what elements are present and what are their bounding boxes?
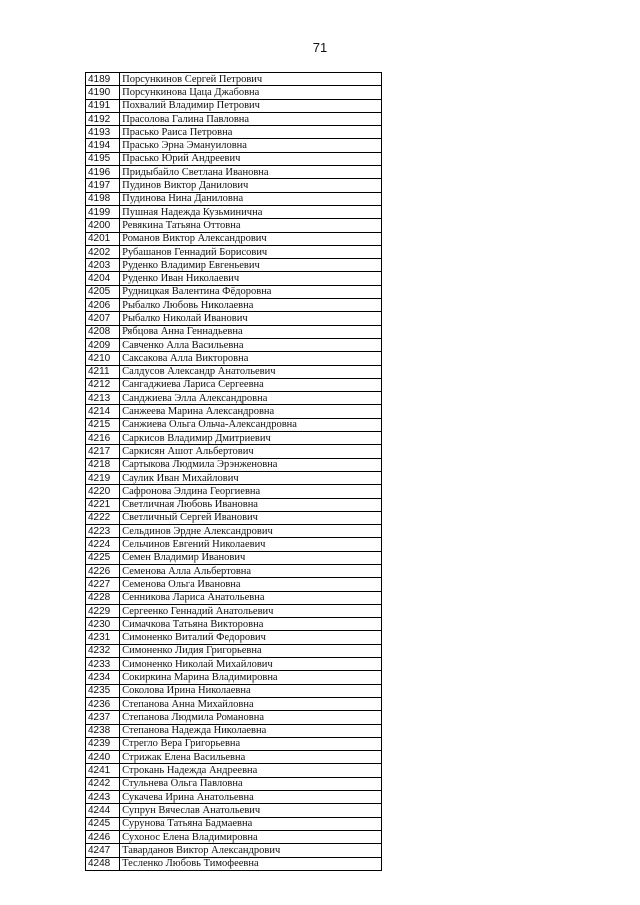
row-full-name: Сангаджиева Лариса Сергеевна [120,378,382,391]
table-row [86,112,382,125]
table-row [86,564,382,577]
row-number: 4241 [86,764,120,777]
table-row [86,392,382,405]
row-number: 4192 [86,112,120,125]
table-row [86,405,382,418]
table-row [86,857,382,870]
row-full-name: Рудницкая Валентина Фёдоровна [120,285,382,298]
row-number: 4200 [86,219,120,232]
row-number: 4235 [86,684,120,697]
row-full-name: Стульнева Ольга Павловна [120,777,382,790]
row-full-name: Сергеенко Геннадий Анатольевич [120,604,382,617]
table-row [86,418,382,431]
row-full-name: Симоненко Виталий Федорович [120,631,382,644]
table-row [86,245,382,258]
row-number: 4222 [86,511,120,524]
row-full-name: Порсункинова Цаца Джабовна [120,86,382,99]
row-number: 4205 [86,285,120,298]
row-number: 4211 [86,365,120,378]
table-row [86,73,382,86]
table-row [86,325,382,338]
row-number: 4199 [86,205,120,218]
row-full-name: Симоненко Лидия Григорьевна [120,644,382,657]
table-row [86,644,382,657]
table-row [86,352,382,365]
row-number: 4198 [86,192,120,205]
table-row [86,604,382,617]
row-full-name: Сенникова Лариса Анатольевна [120,591,382,604]
table-row [86,179,382,192]
row-full-name: Пушная Надежда Кузьминична [120,205,382,218]
row-full-name: Санжиева Ольга Ольча-Александровна [120,418,382,431]
table-row [86,538,382,551]
row-number: 4209 [86,338,120,351]
row-full-name: Руденко Иван Николаевич [120,272,382,285]
row-full-name: Пудинова Нина Даниловна [120,192,382,205]
row-number: 4248 [86,857,120,870]
row-full-name: Порсункинов Сергей Петрович [120,73,382,86]
table-row [86,578,382,591]
row-number: 4226 [86,564,120,577]
table-row [86,471,382,484]
table-row [86,232,382,245]
row-number: 4196 [86,166,120,179]
row-number: 4204 [86,272,120,285]
table-row [86,299,382,312]
table-row [86,830,382,843]
row-full-name: Светличная Любовь Ивановна [120,498,382,511]
row-number: 4221 [86,498,120,511]
row-full-name: Стрижак Елена Васильевна [120,751,382,764]
row-full-name: Сартыкова Людмила Эрэнженовна [120,458,382,471]
registry-rows [86,73,382,871]
row-number: 4210 [86,352,120,365]
row-full-name: Савченко Алла Васильевна [120,338,382,351]
row-number: 4201 [86,232,120,245]
row-full-name: Ревякина Татьяна Оттовна [120,219,382,232]
table-row [86,511,382,524]
table-row [86,671,382,684]
table-row [86,737,382,750]
table-row [86,205,382,218]
table-row [86,272,382,285]
row-full-name: Саулик Иван Михайлович [120,471,382,484]
row-number: 4190 [86,86,120,99]
row-full-name: Сукачева Ирина Анатольевна [120,791,382,804]
table-row [86,378,382,391]
table-row [86,166,382,179]
row-number: 4195 [86,152,120,165]
row-full-name: Рябцова Анна Геннадьевна [120,325,382,338]
row-full-name: Санжеева Марина Александровна [120,405,382,418]
row-number: 4246 [86,830,120,843]
row-full-name: Прасько Эрна Эмануиловна [120,139,382,152]
table-row [86,312,382,325]
table-row [86,139,382,152]
table-row [86,817,382,830]
row-number: 4229 [86,604,120,617]
row-full-name: Симачкова Татьяна Викторовна [120,618,382,631]
table-row [86,152,382,165]
page-number: 71 [312,40,328,55]
row-number: 4247 [86,844,120,857]
table-row [86,338,382,351]
table-row [86,658,382,671]
row-number: 4208 [86,325,120,338]
row-full-name: Рыбалко Николай Иванович [120,312,382,325]
table-row [86,804,382,817]
row-full-name: Рыбалко Любовь Николаевна [120,299,382,312]
row-full-name: Степанова Надежда Николаевна [120,724,382,737]
row-number: 4225 [86,551,120,564]
registry-table [85,72,382,871]
row-number: 4218 [86,458,120,471]
row-full-name: Салдусов Александр Анатольевич [120,365,382,378]
row-full-name: Прасько Раиса Петровна [120,126,382,139]
table-row [86,591,382,604]
row-full-name: Степанова Анна Михайловна [120,697,382,710]
row-number: 4243 [86,791,120,804]
row-number: 4219 [86,471,120,484]
row-number: 4206 [86,299,120,312]
row-full-name: Сафронова Элдина Георгиевна [120,485,382,498]
row-number: 4238 [86,724,120,737]
row-number: 4194 [86,139,120,152]
row-number: 4239 [86,737,120,750]
row-full-name: Прасолова Галина Павловна [120,112,382,125]
row-number: 4189 [86,73,120,86]
row-full-name: Супрун Вячеслав Анатольевич [120,804,382,817]
row-number: 4215 [86,418,120,431]
row-full-name: Руденко Владимир Евгеньевич [120,259,382,272]
table-row [86,631,382,644]
row-number: 4228 [86,591,120,604]
table-row [86,285,382,298]
row-full-name: Соколова Ирина Николаевна [120,684,382,697]
row-full-name: Похвалий Владимир Петрович [120,99,382,112]
row-full-name: Тесленко Любовь Тимофеевна [120,857,382,870]
row-full-name: Симоненко Николай Михайлович [120,658,382,671]
row-number: 4207 [86,312,120,325]
row-full-name: Светличный Сергей Иванович [120,511,382,524]
table-row [86,791,382,804]
table-row [86,844,382,857]
row-full-name: Сельдинов Эрдне Александрович [120,525,382,538]
table-row [86,618,382,631]
row-number: 4245 [86,817,120,830]
table-row [86,485,382,498]
row-number: 4220 [86,485,120,498]
table-row [86,498,382,511]
row-full-name: Степанова Людмила Романовна [120,711,382,724]
row-full-name: Сухонос Елена Владимировна [120,830,382,843]
row-number: 4212 [86,378,120,391]
table-row [86,126,382,139]
row-number: 4230 [86,618,120,631]
row-number: 4203 [86,259,120,272]
table-row [86,724,382,737]
row-full-name: Прасько Юрий Андреевич [120,152,382,165]
row-number: 4213 [86,392,120,405]
table-row [86,86,382,99]
table-row [86,99,382,112]
row-full-name: Саркисян Ашот Альбертович [120,445,382,458]
row-number: 4216 [86,432,120,445]
table-row [86,684,382,697]
row-number: 4197 [86,179,120,192]
row-number: 4214 [86,405,120,418]
table-row [86,259,382,272]
row-full-name: Романов Виктор Александрович [120,232,382,245]
table-row [86,525,382,538]
row-number: 4237 [86,711,120,724]
row-number: 4234 [86,671,120,684]
row-number: 4240 [86,751,120,764]
row-number: 4191 [86,99,120,112]
table-row [86,365,382,378]
table-row [86,192,382,205]
row-full-name: Сельчинов Евгений Николаевич [120,538,382,551]
row-full-name: Сокиркина Марина Владимировна [120,671,382,684]
row-full-name: Семен Владимир Иванович [120,551,382,564]
table-row [86,777,382,790]
table-row [86,697,382,710]
row-number: 4232 [86,644,120,657]
row-full-name: Санджиева Элла Александровна [120,392,382,405]
table-row [86,764,382,777]
row-full-name: Сурунова Татьяна Бадмаевна [120,817,382,830]
row-number: 4244 [86,804,120,817]
table-row [86,432,382,445]
row-full-name: Рубашанов Геннадий Борисович [120,245,382,258]
row-number: 4217 [86,445,120,458]
row-full-name: Строкань Надежда Андреевна [120,764,382,777]
row-number: 4231 [86,631,120,644]
row-full-name: Семенова Ольга Ивановна [120,578,382,591]
row-number: 4224 [86,538,120,551]
row-full-name: Пудинов Виктор Данилович [120,179,382,192]
row-full-name: Саксакова Алла Викторовна [120,352,382,365]
row-number: 4223 [86,525,120,538]
table-row [86,711,382,724]
row-full-name: Таварданов Виктор Александрович [120,844,382,857]
table-row [86,445,382,458]
row-number: 4202 [86,245,120,258]
row-number: 4242 [86,777,120,790]
table-row [86,751,382,764]
row-full-name: Семенова Алла Альбертовна [120,564,382,577]
row-number: 4227 [86,578,120,591]
table-row [86,458,382,471]
row-full-name: Саркисов Владимир Дмитриевич [120,432,382,445]
row-number: 4233 [86,658,120,671]
row-full-name: Придыбайло Светлана Ивановна [120,166,382,179]
table-row [86,219,382,232]
row-full-name: Стрегло Вера Григорьевна [120,737,382,750]
row-number: 4193 [86,126,120,139]
row-number: 4236 [86,697,120,710]
table-row [86,551,382,564]
